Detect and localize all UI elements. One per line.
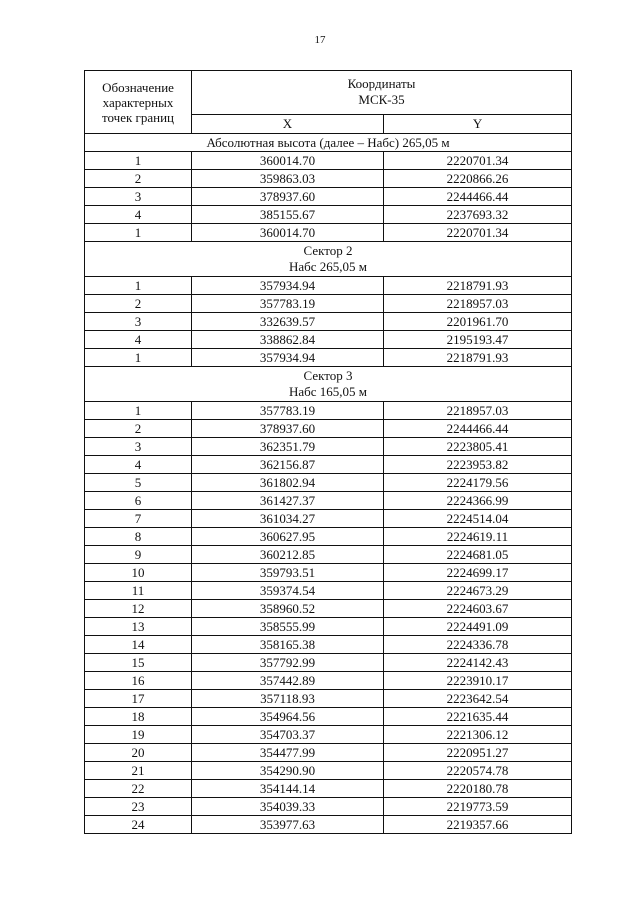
y-coordinate: 2224142.43	[384, 654, 572, 672]
point-number: 5	[85, 474, 192, 492]
x-coordinate: 360014.70	[192, 224, 384, 242]
x-coordinate: 354039.33	[192, 798, 384, 816]
y-coordinate: 2220866.26	[384, 170, 572, 188]
coordinates-header-line: МСК-35	[358, 92, 405, 108]
table-row	[85, 402, 572, 420]
x-coordinate: 354703.37	[192, 726, 384, 744]
point-number: 10	[85, 564, 192, 582]
point-number: 11	[85, 582, 192, 600]
y-coordinate: 2221635.44	[384, 708, 572, 726]
point-number: 7	[85, 510, 192, 528]
point-number: 1	[85, 349, 192, 367]
table-row	[85, 582, 572, 600]
x-coordinate: 354144.14	[192, 780, 384, 798]
point-number: 4	[85, 331, 192, 349]
point-number: 20	[85, 744, 192, 762]
table-row	[85, 546, 572, 564]
x-coordinate: 357783.19	[192, 402, 384, 420]
point-number: 9	[85, 546, 192, 564]
section-title	[85, 367, 572, 402]
section-title	[85, 134, 572, 152]
table-row	[85, 277, 572, 295]
point-number: 4	[85, 206, 192, 224]
y-coordinate: 2220701.34	[384, 152, 572, 170]
point-number: 6	[85, 492, 192, 510]
table-row	[85, 708, 572, 726]
point-number: 3	[85, 438, 192, 456]
x-column-header: X	[192, 114, 384, 133]
x-coordinate: 354290.90	[192, 762, 384, 780]
point-number: 24	[85, 816, 192, 834]
page-number: 17	[314, 34, 326, 46]
table-row	[85, 798, 572, 816]
point-number: 1	[85, 152, 192, 170]
table-row	[85, 618, 572, 636]
table-row	[85, 816, 572, 834]
section-title-line: Набс 165,05 м	[288, 384, 368, 399]
x-coordinate: 353977.63	[192, 816, 384, 834]
table-row	[85, 690, 572, 708]
y-coordinate: 2219357.66	[384, 816, 572, 834]
table-row	[85, 636, 572, 654]
x-coordinate: 360627.95	[192, 528, 384, 546]
table-row	[85, 600, 572, 618]
point-number: 2	[85, 420, 192, 438]
table-row	[85, 510, 572, 528]
x-coordinate: 358555.99	[192, 618, 384, 636]
y-coordinate: 2218791.93	[384, 277, 572, 295]
y-coordinate: 2237693.32	[384, 206, 572, 224]
x-coordinate: 357934.94	[192, 277, 384, 295]
y-coordinate: 2224619.11	[384, 528, 572, 546]
y-coordinate: 2224491.09	[384, 618, 572, 636]
point-number: 1	[85, 224, 192, 242]
point-number: 16	[85, 672, 192, 690]
point-number: 23	[85, 798, 192, 816]
x-coordinate: 361034.27	[192, 510, 384, 528]
y-coordinate: 2220574.78	[384, 762, 572, 780]
x-coordinate: 359374.54	[192, 582, 384, 600]
x-coordinate: 362156.87	[192, 456, 384, 474]
table-row	[85, 152, 572, 170]
y-coordinate: 2224699.17	[384, 564, 572, 582]
section-title-line: Сектор 3	[303, 368, 353, 383]
x-coordinate: 360212.85	[192, 546, 384, 564]
table-row	[85, 564, 572, 582]
table-row	[85, 224, 572, 242]
coordinates-header-line: Координаты	[347, 76, 416, 92]
x-coordinate: 361802.94	[192, 474, 384, 492]
table-row	[85, 313, 572, 331]
points-column-header	[85, 71, 192, 134]
point-number: 2	[85, 170, 192, 188]
y-coordinate: 2244466.44	[384, 188, 572, 206]
point-number: 1	[85, 277, 192, 295]
point-number: 22	[85, 780, 192, 798]
section-title-line: Сектор 2	[303, 243, 353, 258]
table-row	[85, 295, 572, 313]
y-coordinate: 2224336.78	[384, 636, 572, 654]
x-coordinate: 357934.94	[192, 349, 384, 367]
x-coordinate: 362351.79	[192, 438, 384, 456]
y-coordinate: 2224179.56	[384, 474, 572, 492]
x-coordinate: 357442.89	[192, 672, 384, 690]
y-coordinate: 2195193.47	[384, 331, 572, 349]
coordinates-table	[84, 70, 572, 834]
table-row	[85, 456, 572, 474]
y-column-header: Y	[384, 114, 572, 133]
section-title	[85, 242, 572, 277]
x-coordinate: 358960.52	[192, 600, 384, 618]
x-coordinate: 338862.84	[192, 331, 384, 349]
table-row	[85, 349, 572, 367]
table-row	[85, 188, 572, 206]
y-coordinate: 2224673.29	[384, 582, 572, 600]
y-coordinate: 2244466.44	[384, 420, 572, 438]
x-coordinate: 357118.93	[192, 690, 384, 708]
point-number: 1	[85, 402, 192, 420]
table-row	[85, 744, 572, 762]
y-coordinate: 2218957.03	[384, 402, 572, 420]
y-coordinate: 2218791.93	[384, 349, 572, 367]
point-number: 15	[85, 654, 192, 672]
y-coordinate: 2220951.27	[384, 744, 572, 762]
point-number: 19	[85, 726, 192, 744]
x-coordinate: 378937.60	[192, 420, 384, 438]
y-coordinate: 2224366.99	[384, 492, 572, 510]
table-row	[85, 331, 572, 349]
table-row	[85, 420, 572, 438]
y-coordinate: 2223953.82	[384, 456, 572, 474]
point-number: 3	[85, 188, 192, 206]
x-coordinate: 357783.19	[192, 295, 384, 313]
table-row	[85, 780, 572, 798]
y-coordinate: 2219773.59	[384, 798, 572, 816]
x-coordinate: 354477.99	[192, 744, 384, 762]
table-row	[85, 206, 572, 224]
section-title-line: Абсолютная высота (далее – Набс) 265,05 м	[206, 134, 450, 150]
table-row	[85, 672, 572, 690]
x-coordinate: 332639.57	[192, 313, 384, 331]
x-coordinate: 385155.67	[192, 206, 384, 224]
y-coordinate: 2201961.70	[384, 313, 572, 331]
y-coordinate: 2224681.05	[384, 546, 572, 564]
section-title-line: Набс 265,05 м	[288, 259, 368, 274]
point-number: 12	[85, 600, 192, 618]
y-coordinate: 2224603.67	[384, 600, 572, 618]
point-number: 17	[85, 690, 192, 708]
point-number: 8	[85, 528, 192, 546]
table-row	[85, 492, 572, 510]
point-number: 13	[85, 618, 192, 636]
y-coordinate: 2220180.78	[384, 780, 572, 798]
y-coordinate: 2220701.34	[384, 224, 572, 242]
x-coordinate: 359793.51	[192, 564, 384, 582]
x-coordinate: 360014.70	[192, 152, 384, 170]
table-row	[85, 762, 572, 780]
table-row	[85, 726, 572, 744]
x-coordinate: 358165.38	[192, 636, 384, 654]
y-coordinate: 2221306.12	[384, 726, 572, 744]
table-row	[85, 438, 572, 456]
y-coordinate: 2223805.41	[384, 438, 572, 456]
points-header-line: Обозначение	[102, 79, 174, 95]
table-row	[85, 474, 572, 492]
y-coordinate: 2218957.03	[384, 295, 572, 313]
point-number: 4	[85, 456, 192, 474]
points-header-line: точек границ	[101, 109, 175, 125]
y-coordinate: 2223910.17	[384, 672, 572, 690]
x-coordinate: 359863.03	[192, 170, 384, 188]
table-row	[85, 654, 572, 672]
point-number: 18	[85, 708, 192, 726]
coordinates-group-header	[192, 71, 572, 115]
table-row	[85, 170, 572, 188]
table-row	[85, 528, 572, 546]
x-coordinate: 354964.56	[192, 708, 384, 726]
point-number: 14	[85, 636, 192, 654]
y-coordinate: 2223642.54	[384, 690, 572, 708]
x-coordinate: 357792.99	[192, 654, 384, 672]
point-number: 3	[85, 313, 192, 331]
x-coordinate: 361427.37	[192, 492, 384, 510]
point-number: 2	[85, 295, 192, 313]
point-number: 21	[85, 762, 192, 780]
x-coordinate: 378937.60	[192, 188, 384, 206]
y-coordinate: 2224514.04	[384, 510, 572, 528]
points-header-line: характерных	[102, 94, 174, 110]
